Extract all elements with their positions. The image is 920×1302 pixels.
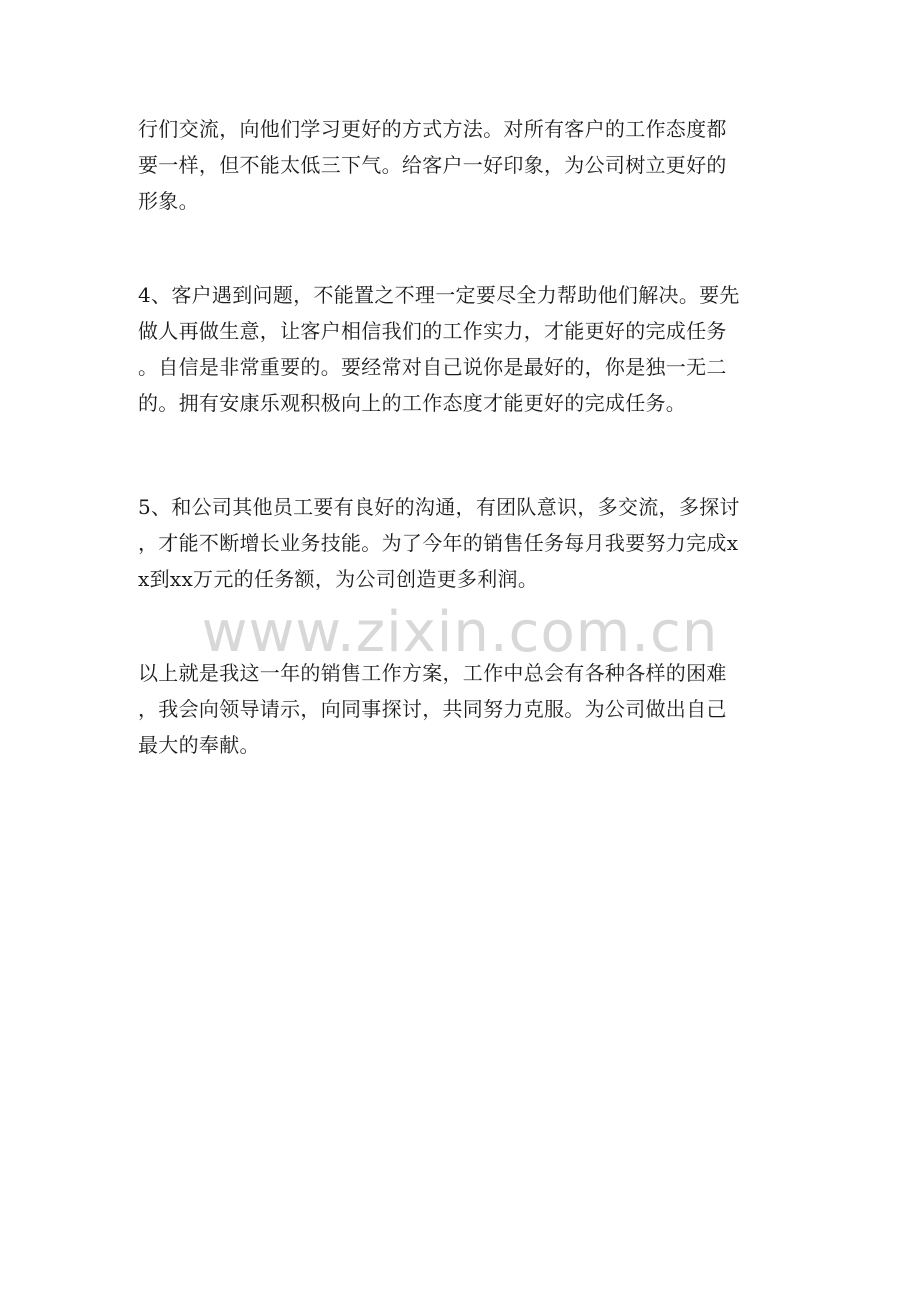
text-line: 最大的奉献。 bbox=[138, 733, 260, 757]
text-line: 要一样，但不能太低三下气。给客户一好印象，为公司树立更好的 bbox=[138, 153, 727, 177]
paragraph-conclusion bbox=[138, 655, 788, 763]
paragraph-item-4 bbox=[138, 277, 788, 421]
watermark: www.zixin.com.cn bbox=[201, 600, 719, 665]
text-line: ，我会向领导请示，向同事探讨，共同努力克服。为公司做出自己 bbox=[138, 697, 727, 721]
text-line: 。自信是非常重要的。要经常对自己说你是最好的，你是独一无二 bbox=[138, 355, 727, 379]
text-line: 以上就是我这一年的销售工作方案，工作中总会有各种各样的困难 bbox=[138, 661, 727, 685]
text-line: 的。拥有安康乐观积极向上的工作态度才能更好的完成任务。 bbox=[138, 391, 687, 415]
text-line: 4、客户遇到问题，不能置之不理一定要尽全力帮助他们解决。要先 bbox=[138, 283, 740, 307]
text-line: 形象。 bbox=[138, 189, 199, 213]
text-line: 5、和公司其他员工要有良好的沟通，有团队意识，多交流，多探讨 bbox=[138, 495, 740, 519]
text-line: ，才能不断增长业务技能。为了今年的销售任务每月我要努力完成x bbox=[138, 531, 739, 555]
paragraph-communication bbox=[138, 111, 788, 219]
paragraph-item-5 bbox=[138, 489, 788, 597]
text-line: 做人再做生意，让客户相信我们的工作实力，才能更好的完成任务 bbox=[138, 319, 727, 343]
text-line: 行们交流，向他们学习更好的方式方法。对所有客户的工作态度都 bbox=[138, 117, 727, 141]
text-line: x到xx万元的任务额，为公司创造更多利润。 bbox=[138, 567, 539, 591]
